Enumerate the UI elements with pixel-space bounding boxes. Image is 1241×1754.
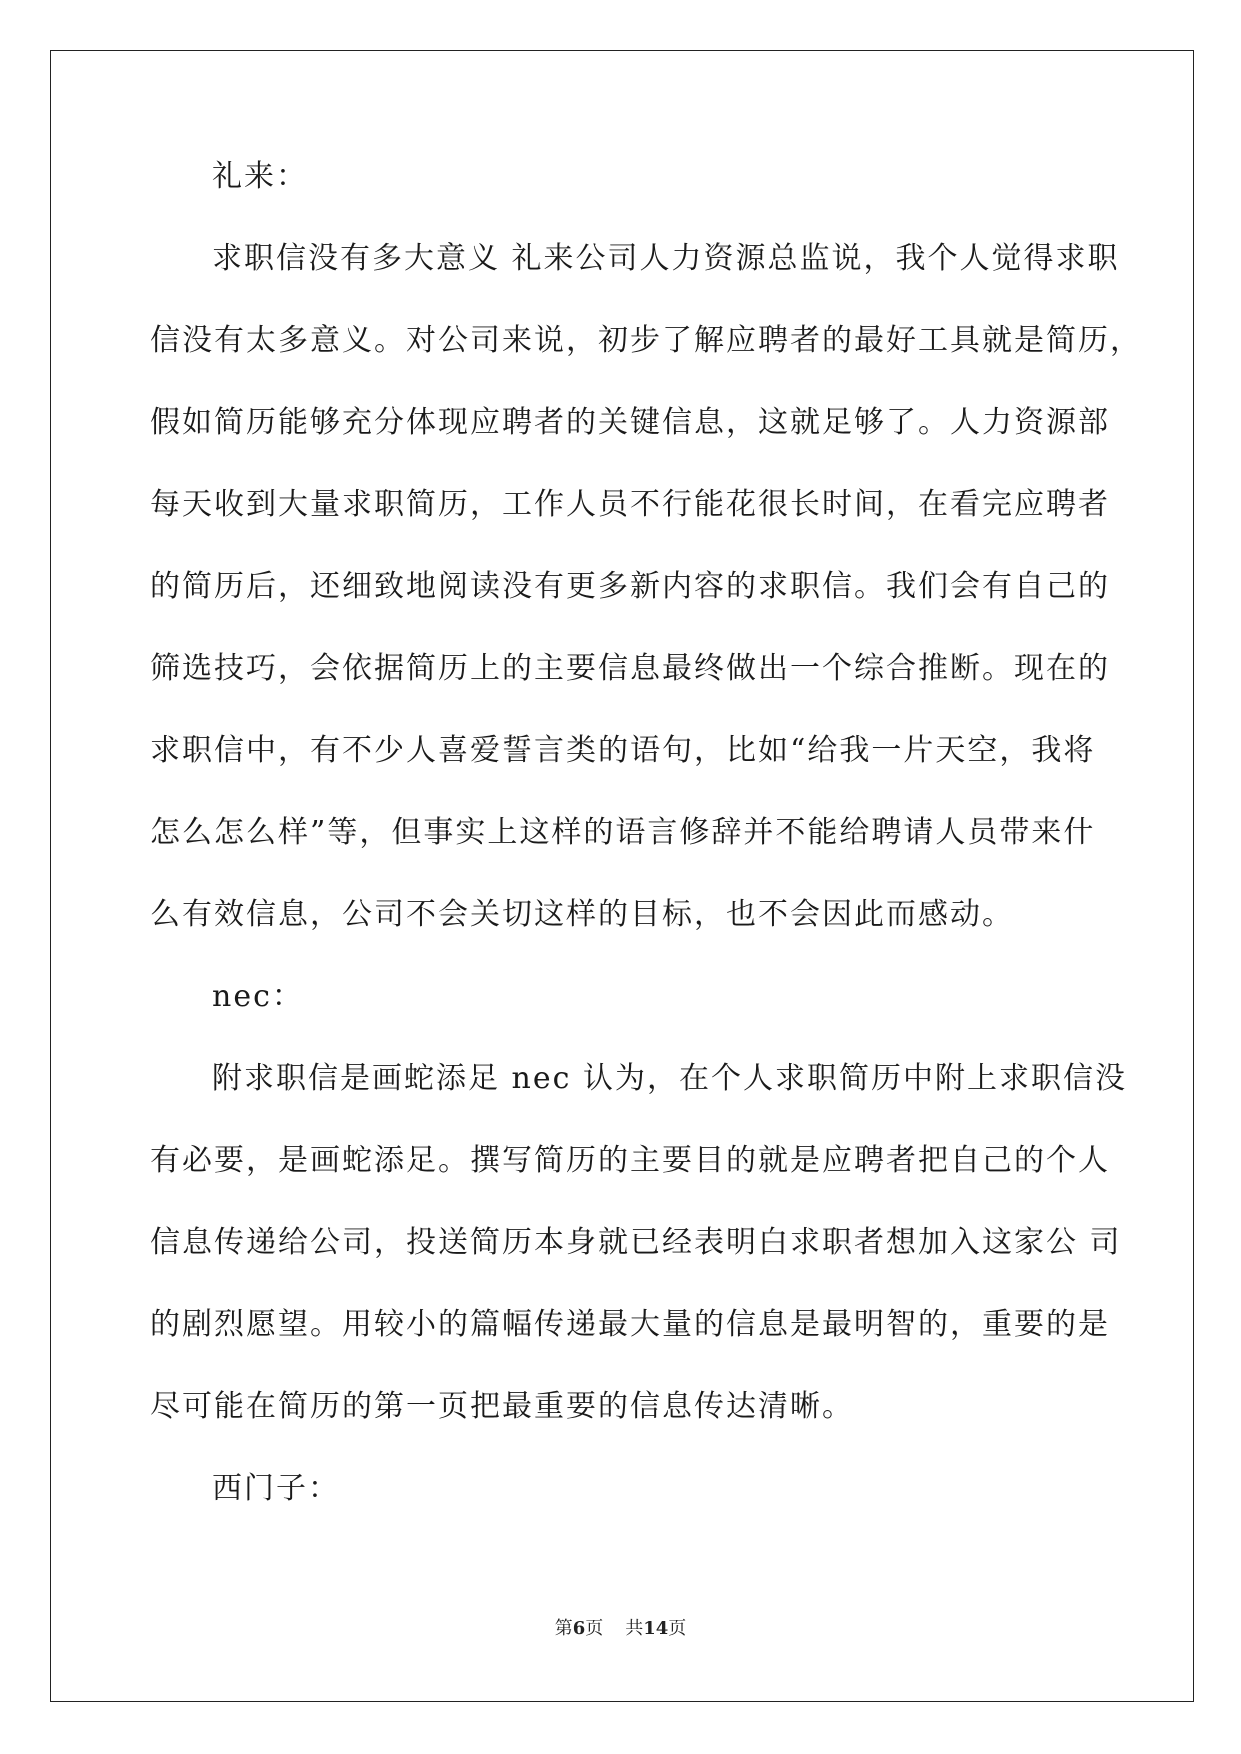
text-line: 的简历后，还细致地阅读没有更多新内容的求职信。我们会有自己的 — [150, 569, 1110, 604]
total-page-count: 14 — [643, 1618, 669, 1639]
text-line: 附求职信是画蛇添足 nec 认为，在个人求职简历中附上求职信没 — [212, 1061, 1127, 1096]
text-line: 求职信中，有不少人喜爱誓言类的语句，比如“给我一片天空，我将 — [150, 733, 1096, 768]
text-line: 么有效信息，公司不会关切这样的目标，也不会因此而感动。 — [150, 897, 1014, 932]
page-footer — [0, 1618, 1241, 1640]
text-line: 怎么怎么样”等，但事实上这样的语言修辞并不能给聘请人员带来什 — [150, 815, 1096, 850]
text-line: 的剧烈愿望。用较小的篇幅传递最大量的信息是最明智的，重要的是 — [150, 1307, 1110, 1342]
total-suffix: 页 — [668, 1618, 687, 1639]
document-body — [150, 159, 1142, 1556]
text-line: 礼来： — [212, 159, 308, 194]
text-line: 每天收到大量求职简历，工作人员不行能花很长时间，在看完应聘者 — [150, 487, 1110, 522]
text-line: 筛选技巧，会依据简历上的主要信息最终做出一个综合推断。现在的 — [150, 651, 1110, 686]
text-line: 信息传递给公司，投送简历本身就已经表明白求职者想加入这家公 司 — [150, 1225, 1122, 1260]
total-prefix: 共 — [625, 1618, 644, 1639]
text-line: 尽可能在简历的第一页把最重要的信息传达清晰。 — [150, 1389, 854, 1424]
text-line: 假如简历能够充分体现应聘者的关键信息，这就足够了。人力资源部 — [150, 405, 1110, 440]
page-prefix: 第 — [554, 1618, 573, 1639]
text-line: 求职信没有多大意义 礼来公司人力资源总监说，我个人觉得求职 — [212, 241, 1120, 276]
text-line: 有必要，是画蛇添足。撰写简历的主要目的就是应聘者把自己的个人 — [150, 1143, 1110, 1178]
current-page-number: 6 — [572, 1618, 586, 1639]
page-suffix: 页 — [585, 1618, 604, 1639]
text-line: nec： — [212, 979, 304, 1014]
text-line: 信没有太多意义。对公司来说，初步了解应聘者的最好工具就是简历， — [150, 323, 1142, 358]
text-line: 西门子： — [212, 1471, 340, 1506]
